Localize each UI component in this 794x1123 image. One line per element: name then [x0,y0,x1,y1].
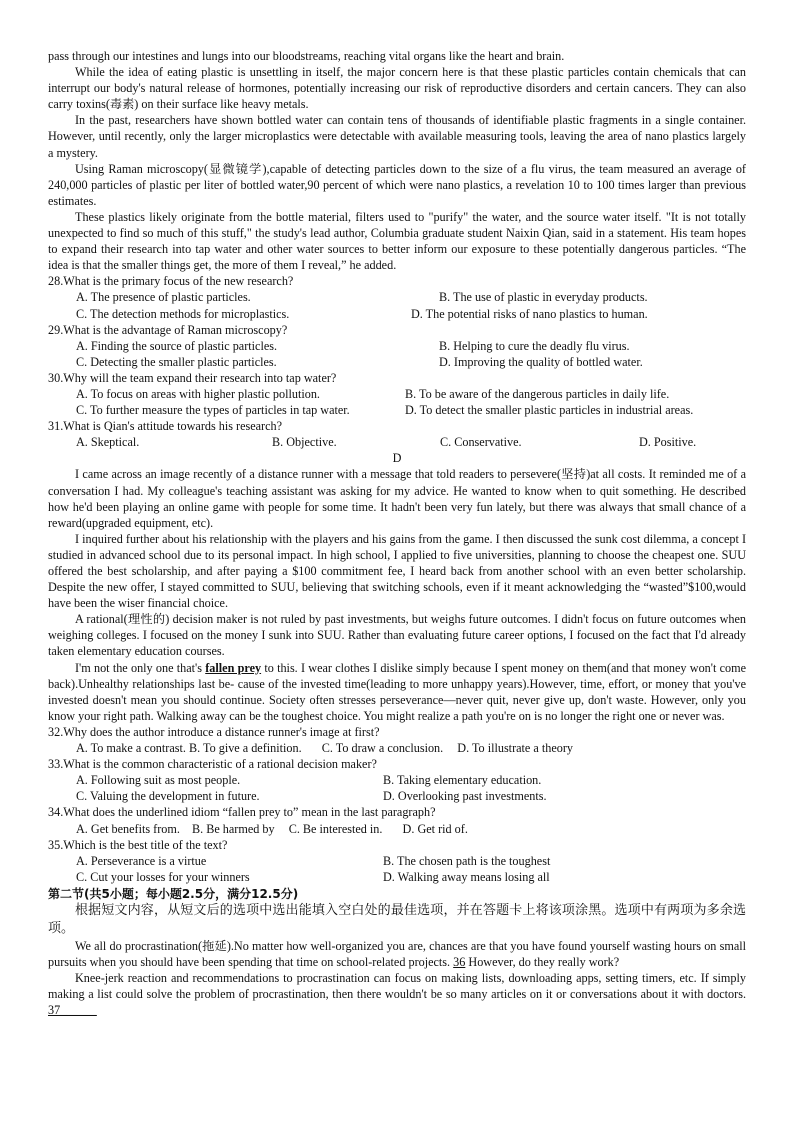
option-d: D. To illustrate a theory [457,741,573,756]
option-b: B. To give a definition. [188,741,302,756]
question-35 [48,837,746,885]
question-33 [48,756,746,804]
paragraph-text-after: However, do they really work? [465,955,620,970]
option-c: C. Cut your losses for your winners [76,869,250,884]
option-b: B. The use of plastic in everyday products. [439,290,648,305]
option-d: D. Improving the quality of bottled water. [439,354,643,369]
option-d: D. Positive. [639,435,697,450]
question-stem: 34.What does the underlined idiom “fallen prey to” mean in the last paragraph? [48,805,436,820]
blank-37: 37______ [48,1003,97,1018]
option-b: B. Be harmed by [192,821,275,836]
option-a: A. To make a contrast. [76,741,186,756]
question-stem: 31.What is Qian's attitude towards his research? [48,419,283,434]
option-b: B. The chosen path is the toughest [383,853,551,868]
paragraph-text-after: to this. I wear clothes I dislike simply because I spent money on them(and that money won't come back).Unhealthy relationships last be- cause of the invested time(leading to more unhappy years).However, time, effort, or money that you've invested doesn't mean you should continue. Society often stresses perseverance—never quit, never give up, don't waste. However, only you know your right path. Walking away can be the toughest choice. You might realize a path you're on is no longer the right one or never was. [48,660,746,723]
option-d: D. The potential risks of nano plastics to human. [411,306,648,321]
passage-c-paragraph-1: While the idea of eating plastic is unsettling in itself, the major concern here is that these plastic particles contain chemicals that can interrupt our body's natural release of hormones, potentially increasing our risk of reproductive disorders and certain cancers. They can also carry toxins(毒素) on their surface like heavy metals. [48,65,746,112]
paragraph-text-before: I'm not the only one that's [75,660,206,675]
question-stem: 29.What is the advantage of Raman microscopy? [48,322,288,337]
option-d: D. Walking away means losing all [383,869,550,884]
question-stem: 33.What is the common characteristic of a rational decision maker? [48,757,377,772]
question-31 [48,418,746,450]
passage-d-label: D [392,451,402,466]
paragraph-text: Knee-jerk reaction and recommendations to procrastination can focus on making lists, downloading apps, setting timers, etc. If simply making a list could solve the problem of procrastination, then there wouldn't be so many articles on it or conversations about it with doctors. [48,971,746,1002]
passage-c-paragraph-0: pass through our intestines and lungs into our bloodstreams, reaching vital organs like the heart and brain. [48,49,565,63]
option-d: D. Get rid of. [402,821,468,836]
option-c: C. Conservative. [440,435,522,450]
option-b: B. Taking elementary education. [383,773,542,788]
question-30 [48,370,746,418]
option-b: B. Helping to cure the deadly flu virus. [439,338,630,353]
passage-c-paragraph-3: Using Raman microscopy(显微镜学),capable of detecting particles down to the size of a flu virus, the team measured an average of 240,000 particles of plastic per liter of bottled water,90 percent of which were nano plastics, a revelation 10 to 100 times larger than previous estimates. [48,161,746,208]
passage-c-paragraph-4: These plastics likely originate from the bottle material, filters used to "purify" the water, and the source water itself. "It is not totally unexpected to find so much of this stuff," the study's lead author, Columbia graduate student Naixin Qian, said in a statement. His team hopes to expand their research into tap water and other water sources to better inform our exposure to these potentially dangerous particles. “The idea is that the smaller things get, the more of them I reveal,” he added. [48,209,746,273]
question-34 [48,804,746,836]
option-c: C. Valuing the development in future. [76,789,260,804]
passage-c-paragraph-2: In the past, researchers have shown bottled water can contain tens of thousands of identifiable plastic fragments in a single container. However, until recently, only the larger microplastics were detectable with available measuring tools, leaving the area of nano plastics largely a mystery. [48,113,746,160]
question-stem: 35.Which is the best title of the text? [48,837,228,852]
section-paragraph-2 [48,970,746,1018]
question-32 [48,724,746,756]
option-c: C. To further measure the types of particles in tap water. [76,403,350,418]
section-instructions: 根据短文内容，从短文后的选项中选出能填入空白处的最佳选项，并在答题卡上将该项涂黑。选项中有两项为多余选项。 [48,902,746,936]
question-stem: 30.Why will the team expand their research into tap water? [48,370,337,385]
passage-d-paragraph-1: I came across an image recently of a distance runner with a message that told readers to persevere(坚持)at all costs. It reminded me of a conversation I had. My colleague's teaching assistant was asking for my advice. He wanted to know when to quit something. He described how he'd been playing an online game with people for some time. It hadn't been very fun lately, but there was always that small chance of a reward(upgraded equipment, etc). [48,467,746,530]
option-a: A. To focus on areas with higher plastic pollution. [76,386,320,401]
blank-36: 36 [453,955,466,970]
question-stem: 32.Why does the author introduce a distance runner's image at first? [48,724,380,739]
section-paragraph-1 [48,938,746,970]
option-a: A. Get benefits from. [76,821,180,836]
option-a: A. Perseverance is a virtue [76,853,207,868]
passage-d-paragraph-2: I inquired further about his relationship with the players and his gains from the game. I then discussed the sunk cost dilemma, a concept I studied in advanced school due to its personal impact. In high school, I applied to five universities, planning to choose the cheapest one. SUU offered the best scholarship, and after paying a $100 commitment fee, I heard back from another school with an even better scholarship. Despite the new offer, I stayed committed to SUU, believing that switching schools, even if it meant acknowledging the “wasted”$100,would have been the wiser financial choice. [48,531,746,611]
option-c: C. The detection methods for microplastics. [76,306,290,321]
option-a: A. The presence of plastic particles. [76,290,251,305]
paragraph-text: We all do procrastination(拖延).No matter how well-organized you are, chances are that you have found yourself wasting hours on small pursuits when you should have been spending that time on school-related projects. [48,938,746,970]
option-c: C. Be interested in. [288,821,383,836]
passage-d-paragraph-4 [48,660,746,724]
option-d: D. To detect the smaller plastic particles in industrial areas. [405,403,694,418]
option-c: C. Detecting the smaller plastic particles. [76,354,277,369]
option-d: D. Overlooking past investments. [383,789,547,804]
question-28 [48,273,746,321]
section-heading: 第二节(共5小题；每小题2.5分，满分12.5分) [48,886,299,901]
option-a: A. Finding the source of plastic particles. [76,338,278,353]
option-b: B. To be aware of the dangerous particles in daily life. [405,386,670,401]
question-29 [48,322,746,370]
option-b: B. Objective. [272,435,337,450]
option-a: A. Skeptical. [76,435,140,450]
passage-d-paragraph-3: A rational(理性的) decision maker is not ruled by past investments, but weighs future outcomes. I didn't focus on future outcomes when weighing colleges. I focused on the money I sunk into SUU. Rather than evaluating future career options, I focused on the fact that I'd already taken elementary education courses. [48,612,746,659]
option-c: C. To draw a conclusion. [321,741,444,756]
question-stem: 28.What is the primary focus of the new research? [48,274,294,289]
underlined-idiom: fallen prey [205,660,262,675]
option-a: A. Following suit as most people. [76,773,241,788]
